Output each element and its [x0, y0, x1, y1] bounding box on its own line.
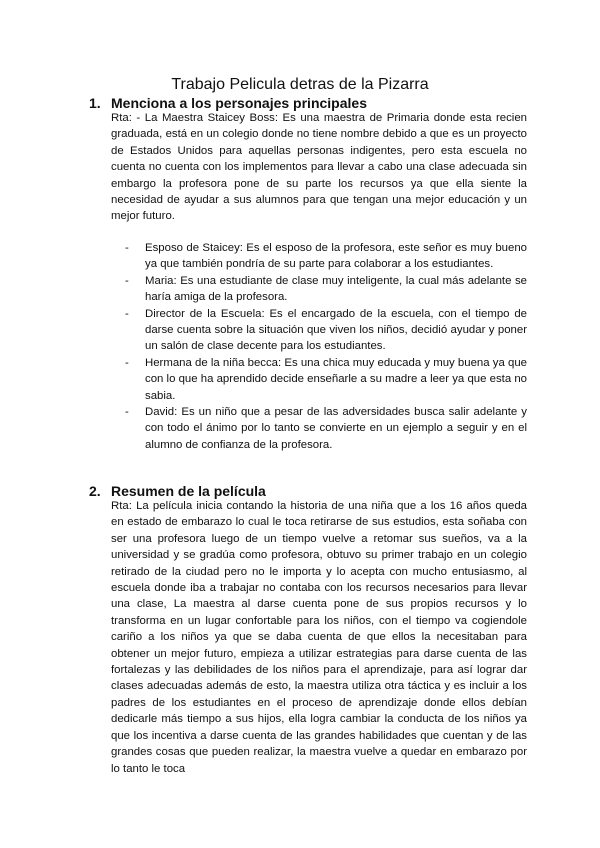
list-item-text: Maria: Es una estudiante de clase muy inteligente, la cual más adelante se haría amiga de la profesora. [145, 274, 527, 304]
bullet-marker: - [125, 274, 129, 287]
list-item-text: Esposo de Staicey: Es el esposo de la profesora, este señor es muy bueno ya que también pondría de su parte para colaborar a los estudiantes. [145, 242, 527, 271]
document-title: Trabajo Pelicula detras de la Pizarra [171, 76, 429, 93]
list-item [125, 273, 527, 306]
list-item-text: Director de la Escuela: Es el encargado de la escuela, con el tiempo de darse cuenta sobre la situación que viven los niños, decidió ayudar y poner un salón de clase decente para los estudiantes. [145, 307, 527, 353]
bullet-marker: - [125, 242, 129, 254]
section-2-paragraph: Rta: La película inicia contando la historia de una niña que a los 16 años queda en estado de embarazo lo cual le toca retirarse de sus estudios, esta soñaba con ser una profesora luego de un tiempo vuelve a retomar sus sueños, va a la universidad y se gradúa como profesora, obtuvo su primer trabajo en un colegio retirado de la ciudad pero no le importa y lo acepta con mucho entusiasmo, al escuela donde iba a trabajar no contaba con los recursos necesarios para llevar una clase, La maestra al darse cuenta pone de sus propios recursos y lo transforma en un lugar confortable para los niños, con el tiempo va cogiendole cariño a los niños ya que se daba cuenta de que ellos la necesitaban para obtener un mejor futuro, empieza a utilizar estrategias para darse cuenta de las fortalezas y las debilidades de los niños para el aprendizaje, para así lograr dar clases adecuadas además de esto, la maestra utiliza otra táctica y es incluir a los padres de los estudiantes en el proceso de aprendizaje donde ellos debían dedicarle más tiempo a sus hijos, ella logra cambiar la conducta de los niños ya que los incentiva a darse cuenta de las grandes habilidades que cuentan y de las grandes cosas que pueden realizar, la maestra vuelve a quedar en embarazo por lo tanto le toca [111, 500, 527, 775]
list-item-text: David: Es un niño que a pesar de las adversidades busca salir adelante y con todo el ánimo por lo tanto se convierte en un ejemplo a seguir y en el alumno de confianza de la profesora. [145, 406, 527, 451]
characters-list [125, 240, 527, 453]
list-item-text: Hermana de la niña becca: Es una chica muy educada y muy buena ya que con lo que ha aprendido decide enseñarle a su madre a leer ya que esta no sabia. [145, 356, 527, 402]
section-1-paragraph: Rta: - La Maestra Staicey Boss: Es una maestra de Primaria donde esta recien graduada, está en un colegio donde no tiene nombre debido a que es un proyecto de Estados Unidos para aquellas personas indigentes, pero esta escuela no cuenta no cuenta con los implementos para llevar a cabo una clase adecuada sin embargo la profesora pone de su parte los recursos ya que ella siente la necesidad de ayudar a sus alumnos para que tengan una mejor educación y un mejor futuro. [111, 112, 527, 223]
bullet-marker: - [125, 307, 129, 320]
section-1-title: Menciona a los personajes principales [111, 95, 367, 111]
bullet-marker: - [125, 356, 129, 369]
section-1-number: 1. [89, 95, 101, 111]
list-item [125, 240, 527, 273]
list-item [125, 306, 527, 355]
section-2-number: 2. [89, 483, 101, 499]
list-item [125, 404, 527, 453]
bullet-marker: - [125, 406, 129, 419]
section-2-title: Resumen de la película [111, 483, 266, 499]
list-item [125, 355, 527, 404]
